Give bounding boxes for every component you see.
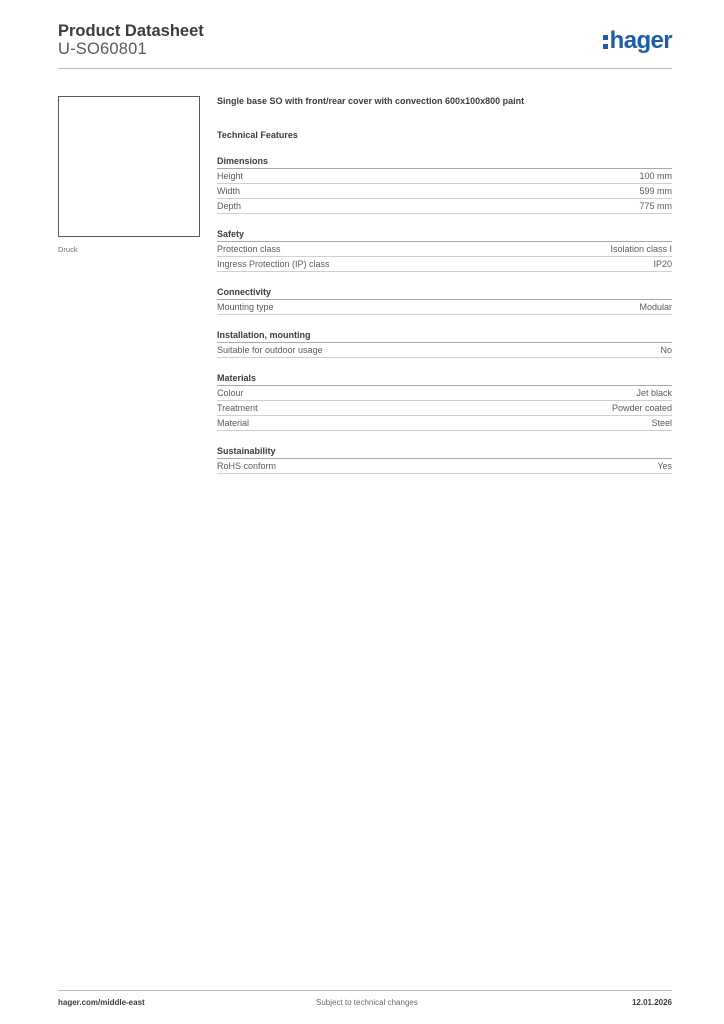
page-title: Product Datasheet [58, 22, 204, 40]
spec-label: Material [217, 418, 250, 428]
section-title: Connectivity [217, 286, 672, 300]
image-caption: Druck [58, 245, 78, 254]
section-materials [217, 372, 672, 431]
spec-row [217, 169, 672, 184]
logo-dots-icon [603, 35, 608, 49]
spec-row [217, 416, 672, 431]
spec-row [217, 343, 672, 358]
spec-label: RoHS conform [217, 461, 277, 471]
spec-label: Width [217, 186, 241, 196]
spec-label: Colour [217, 388, 244, 398]
section-title: Installation, mounting [217, 329, 672, 343]
spec-label: Height [217, 171, 244, 181]
spec-label: Ingress Protection (IP) class [217, 259, 330, 269]
hager-logo [603, 27, 672, 55]
footer-date: 12.01.2026 [631, 998, 672, 1007]
spec-row [217, 242, 672, 257]
product-image-placeholder [58, 96, 200, 237]
spec-row [217, 386, 672, 401]
section-title: Materials [217, 372, 672, 386]
spec-label: Depth [217, 201, 242, 211]
spec-value: Yes [657, 461, 672, 471]
spec-row [217, 459, 672, 474]
footer-notice: Subject to technical changes [316, 998, 418, 1007]
section-safety [217, 228, 672, 272]
section-title: Sustainability [217, 445, 672, 459]
footer-website[interactable]: hager.com/middle-east [58, 998, 145, 1007]
spec-row [217, 257, 672, 272]
technical-features-heading: Technical Features [217, 130, 298, 140]
spec-row [217, 401, 672, 416]
section-title: Dimensions [217, 155, 672, 169]
spec-value: 599 mm [639, 186, 672, 196]
spec-value: Steel [651, 418, 672, 428]
spec-value: Jet black [636, 388, 672, 398]
spec-row [217, 184, 672, 199]
product-description: Single base SO with front/rear cover with convection 600x100x800 paint [217, 96, 525, 106]
spec-value: Modular [639, 302, 672, 312]
spec-value: No [660, 345, 672, 355]
spec-value: IP20 [653, 259, 672, 269]
spec-label: Treatment [217, 403, 258, 413]
section-installation-mounting [217, 329, 672, 358]
feature-sections [217, 155, 672, 474]
spec-row [217, 199, 672, 214]
section-dimensions [217, 155, 672, 214]
logo-text: hager [609, 27, 672, 54]
spec-row [217, 300, 672, 315]
section-title: Safety [217, 228, 672, 242]
spec-value: 100 mm [639, 171, 672, 181]
spec-label: Mounting type [217, 302, 274, 312]
spec-value: Isolation class I [610, 244, 672, 254]
spec-label: Protection class [217, 244, 281, 254]
footer-divider [58, 990, 672, 991]
product-code: U-SO60801 [58, 40, 147, 58]
spec-label: Suitable for outdoor usage [217, 345, 323, 355]
spec-value: Powder coated [611, 403, 672, 413]
section-connectivity [217, 286, 672, 315]
spec-value: 775 mm [639, 201, 672, 211]
header-divider [58, 68, 672, 69]
section-sustainability [217, 445, 672, 474]
datasheet-content [217, 95, 672, 474]
